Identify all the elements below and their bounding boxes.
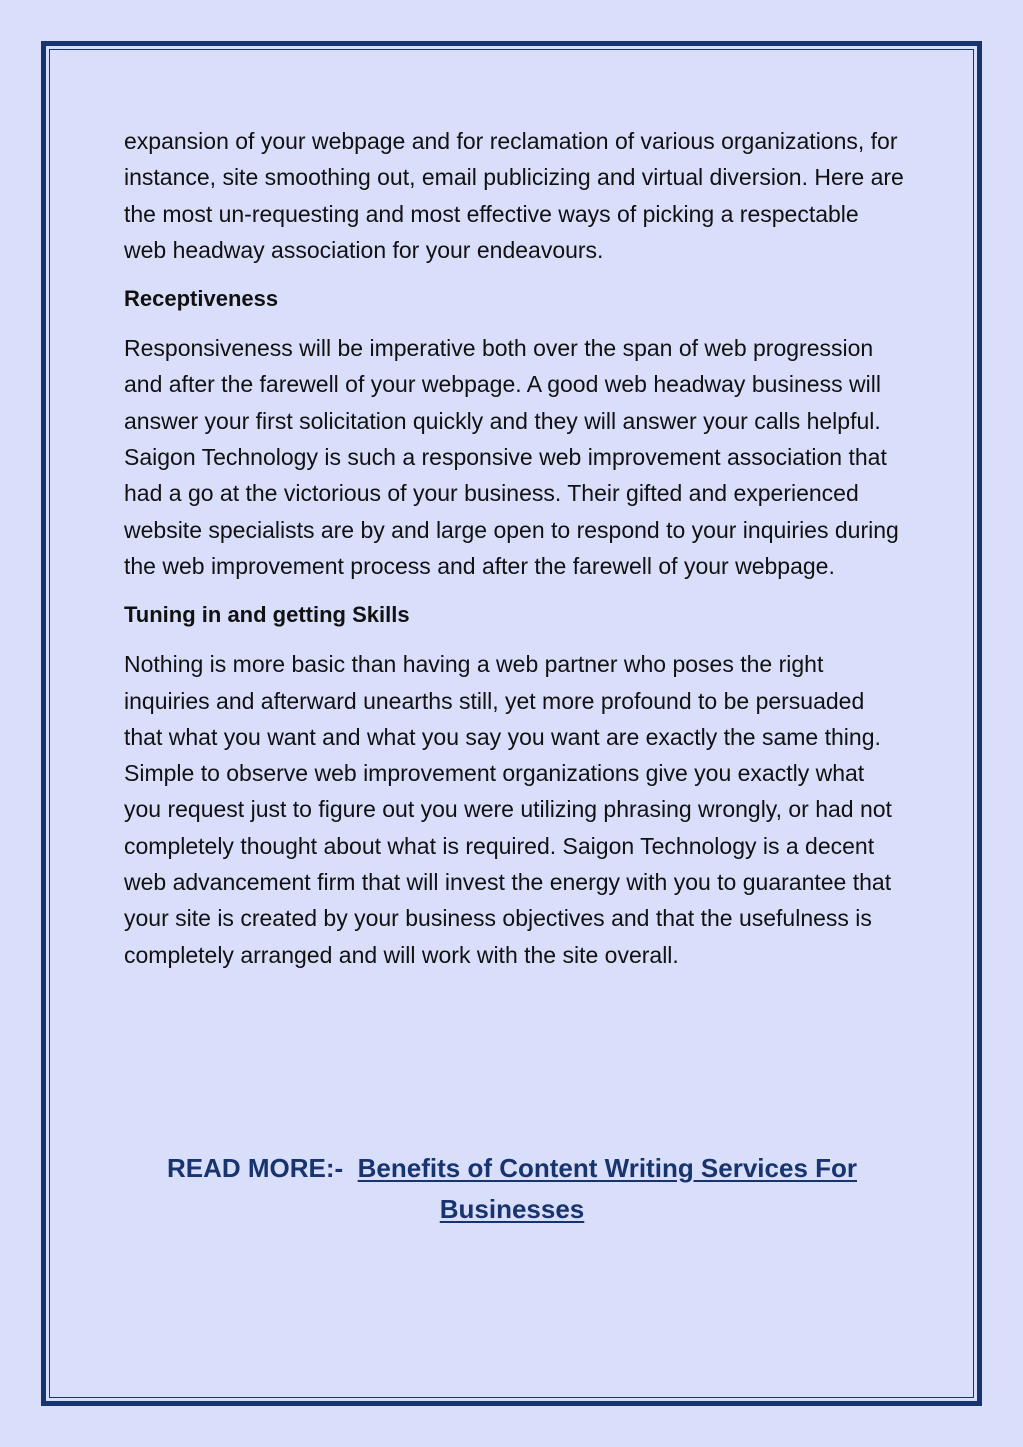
read-more-label: READ MORE:- [166, 1153, 344, 1183]
section-body-receptiveness: Responsiveness will be imperative both over the span of web progression and after the farewell of your webpage. A good web headway business will answer your first solicitation quickly and they will answer your calls helpful. Saigon Technology is such a responsive web improvement association that had a go at the victorious of your business. Their gifted and experienced website specialists are by and large open to respond to your inquiries during the web improvement process and after the farewell of your webpage. [124, 335, 899, 579]
section-body-listening-skills: Nothing is more basic than having a web partner who poses the right inquiries and afterward unearths still, yet more profound to be persuaded that what you want and what you say you want are exactly the same thing. Simple to observe web improvement organizations give you exactly what you request just to figure out you were utilizing phrasing wrongly, or had not completely thought about what is required. Saigon Technology is a decent web advancement firm that will invest the energy with you to guarantee that your site is created by your business objectives and that the usefulness is completely arranged and will work with the site overall. [124, 651, 892, 968]
document-body [124, 123, 904, 986]
section-heading-receptiveness: Receptiveness [124, 286, 279, 312]
read-more-block [124, 1148, 900, 1230]
intro-paragraph: expansion of your webpage and for reclamation of various organizations, for instance, site smoothing out, email publicizing and virtual diversion. Here are the most un-requesting and most effective ways of picking a respectable web headway association for your endeavours. [124, 128, 904, 263]
section-heading-listening-skills: Tuning in and getting Skills [124, 602, 410, 628]
read-more-link[interactable]: Benefits of Content Writing Services For Businesses [357, 1153, 858, 1224]
